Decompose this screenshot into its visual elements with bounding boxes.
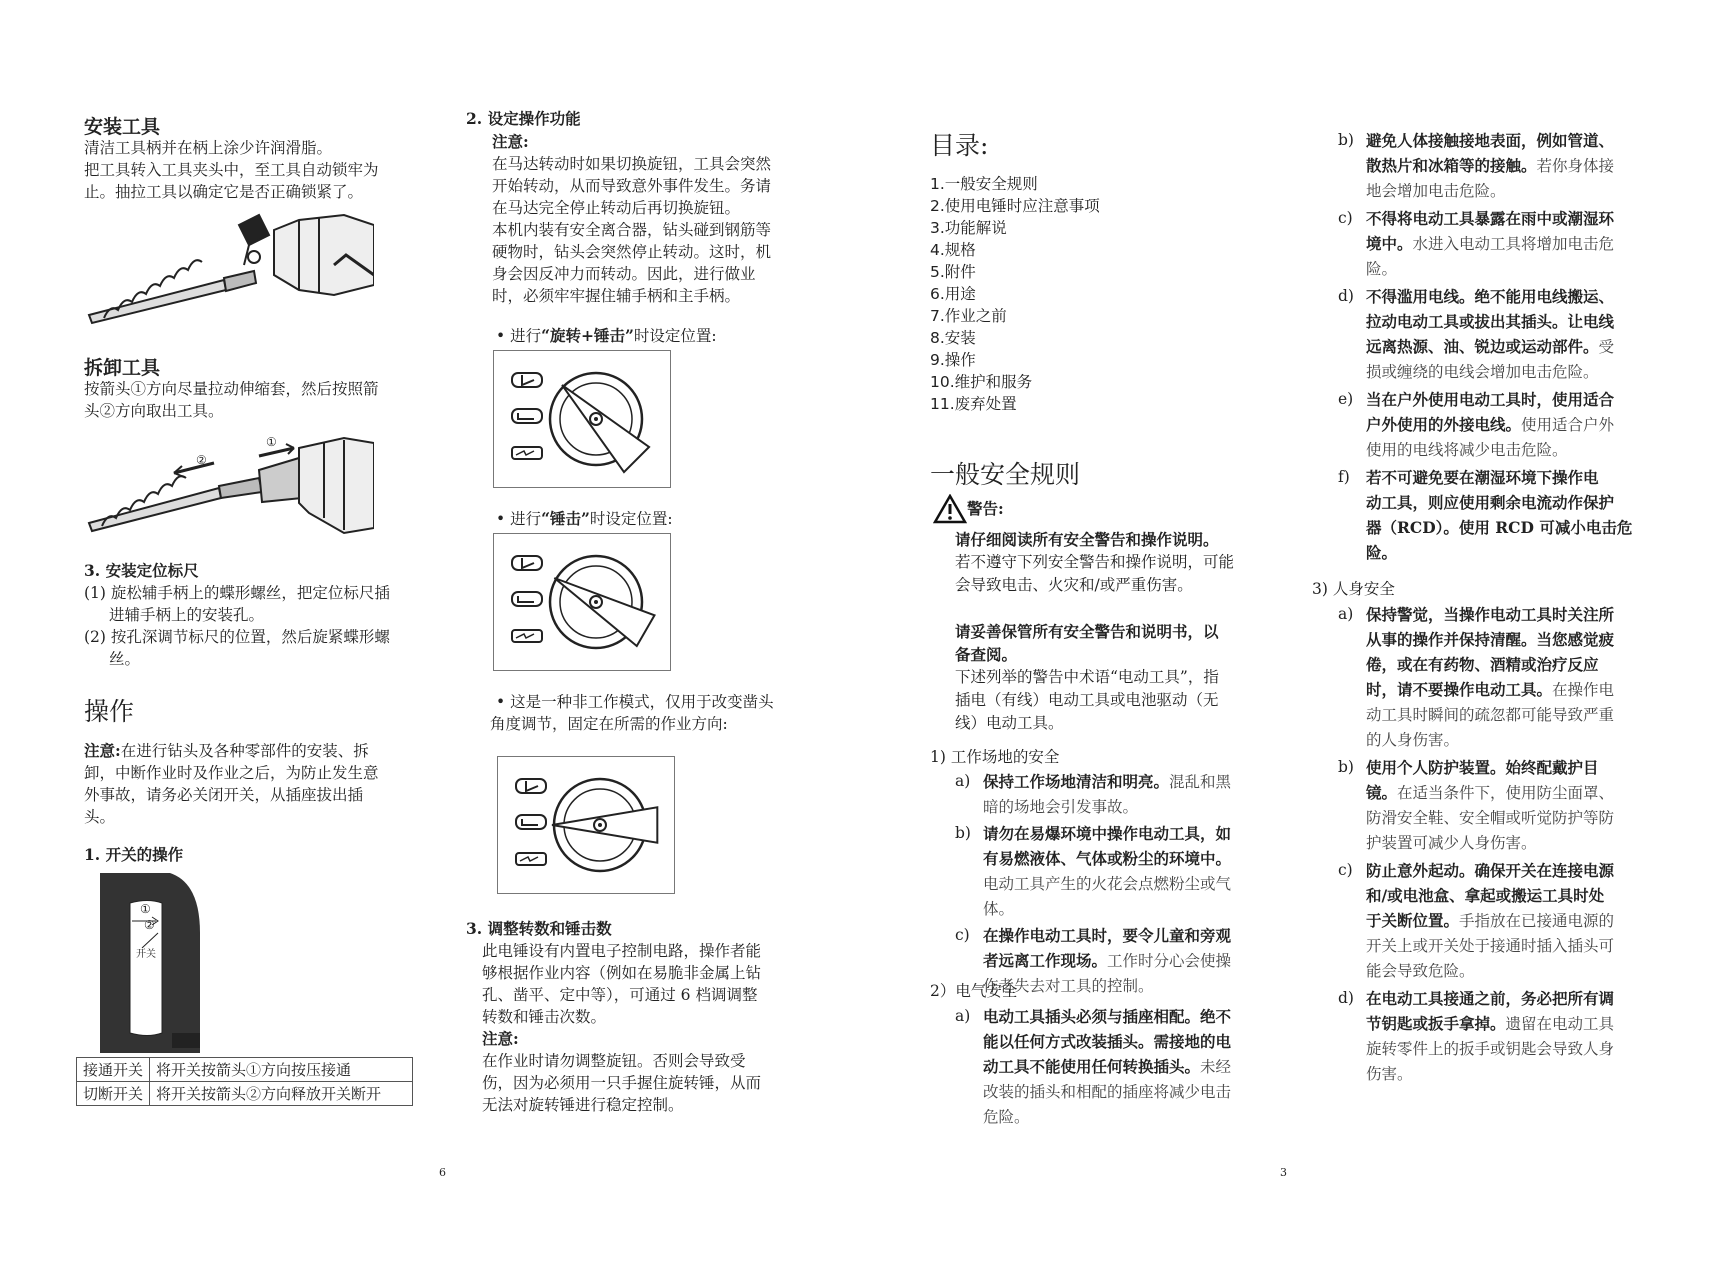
bold-text: 防止意外起动。确保开关在连接电源 <box>1366 861 1615 880</box>
bold-text: 器（RCD）。使用 RCD 可减小电击危 <box>1366 518 1633 537</box>
list-item-line <box>1366 652 1599 678</box>
hammer-mode-icon <box>518 596 534 602</box>
notice-line: 在作业时请勿调整旋钮。否则会导致受 <box>482 1052 746 1070</box>
caption-post: 时设定位置: <box>589 510 673 528</box>
rotation-hammer-mode-icon <box>522 375 534 385</box>
adjust-text <box>482 940 761 1116</box>
plain-text: 在适当条件下，使用防尘面罩、 <box>1397 784 1615 802</box>
plain-text: 改装的插头和相配的插座将减少电击 <box>983 1083 1232 1101</box>
list-marker: b) <box>955 824 971 842</box>
bold-text: 节钥匙或扳手拿掉。 <box>1366 1014 1506 1033</box>
plain-text: 受 <box>1598 338 1615 356</box>
list-marker: c) <box>1338 861 1353 879</box>
arrow-label-2: ② <box>196 453 207 467</box>
warning-line: 请仔细阅读所有安全警告和操作说明。 <box>955 530 1219 549</box>
plain-text: 电动工具产生的火花会点燃粉尘或气 <box>983 875 1232 893</box>
bold-text: 若不可避免要在潮湿环境下操作电 <box>1366 468 1599 487</box>
warning-line: 若不遵守下列安全警告和操作说明，可能 <box>955 553 1235 571</box>
list-item-line <box>1366 883 1604 909</box>
bold-text: 保持工作场地清洁和明亮。 <box>983 772 1170 791</box>
notice-line: 在进行钻头及各种零部件的安装、拆 <box>120 742 369 760</box>
dial-figure-neutral <box>497 756 675 894</box>
toc-item: 1.一般安全规则 <box>930 175 1038 193</box>
ruler-title: 3. 安装定位标尺 <box>84 561 199 580</box>
list-item-line <box>1366 805 1614 831</box>
warning-line: 请妥善保管所有安全警告和说明书，以 <box>955 622 1219 641</box>
notice-line: 头。 <box>84 808 116 826</box>
toc-item: 6.用途 <box>930 285 976 303</box>
install-text <box>84 137 379 203</box>
plain-text: 使用的电线将减少电击危险。 <box>1366 441 1568 459</box>
hammer-mode-icon <box>512 409 542 423</box>
list-item-line <box>983 923 1231 949</box>
plain-text: 危险。 <box>983 1108 1030 1126</box>
plain-text: 能会导致危险。 <box>1366 962 1475 980</box>
plain-text: 的人身伤害。 <box>1366 731 1460 749</box>
caption-post: 时设定位置: <box>633 327 717 345</box>
notice-label: 注意: <box>492 132 529 151</box>
list-item-line <box>983 948 1231 974</box>
list-item-line <box>1366 858 1614 884</box>
dial-figure-hammer <box>493 533 671 671</box>
list-item-line <box>1366 602 1614 628</box>
page-number-right: 3 <box>1280 1166 1287 1179</box>
plain-text: 开关上或开关处于接通时插入插头可 <box>1366 937 1615 955</box>
operation-title: 操作 <box>84 697 135 726</box>
switch-illustration <box>100 873 200 1053</box>
selector-dial <box>494 351 670 487</box>
list-marker: c) <box>1338 209 1353 227</box>
list-item-line <box>1366 515 1632 541</box>
table-cell: 将开关按箭头②方向释放开关断开 <box>150 1082 413 1106</box>
page-number-left: 6 <box>439 1166 446 1179</box>
ruler-line: (1) 旋松辅手柄上的蝶形螺丝，把定位标尺插 <box>84 584 390 602</box>
list-item-line <box>983 1054 1231 1080</box>
plain-text: 混乱和黑 <box>1169 773 1232 791</box>
plain-text: 护装置可减少人身伤害。 <box>1366 834 1537 852</box>
section-title: 1) 工作场地的安全 <box>930 748 1060 766</box>
chisel-adjust-mode-icon <box>512 447 542 459</box>
list-item-line <box>1366 702 1614 728</box>
list-item-line <box>1366 256 1397 282</box>
caption-key: “旋转+锤击” <box>541 326 634 345</box>
bold-text: 请勿在易爆环境中操作电动工具，如 <box>983 824 1232 843</box>
list-item-line <box>1366 309 1614 335</box>
list-item-line <box>1366 128 1614 154</box>
install-title: 安装工具 <box>84 116 161 138</box>
arrow-label-1: ① <box>266 435 277 449</box>
list-item-line <box>1366 677 1614 703</box>
bold-text: 避免人体接触接地表面，例如管道、 <box>1366 131 1615 150</box>
bold-text: 从事的操作并保持清醒。当您感觉疲 <box>1366 630 1615 649</box>
install-tool-illustration <box>84 205 374 330</box>
bold-text: 于关断位置。 <box>1366 911 1460 930</box>
list-marker: c) <box>955 926 970 944</box>
plain-text: 若你身体接 <box>1536 157 1615 175</box>
hammer-mode-icon <box>522 819 538 825</box>
rotation-hammer-mode-icon <box>516 779 546 793</box>
list-item-line <box>983 794 1138 820</box>
dial-figure-rotary-hammer <box>493 350 671 488</box>
list-marker: b) <box>1338 131 1354 149</box>
notice-line: 伤，因为必须用一只手握住旋转锤，从而 <box>482 1074 762 1092</box>
bold-text: 动工具，则应使用剩余电流动作保护 <box>1366 493 1615 512</box>
list-item-line <box>1366 437 1568 463</box>
plain-text: 险。 <box>1366 260 1398 278</box>
list-item-line <box>1366 908 1614 934</box>
notice-line: 身会因反冲力而转动。因此，进行做业 <box>492 265 756 283</box>
list-item-line <box>983 1029 1231 1055</box>
list-item-line <box>983 896 1014 922</box>
bold-text: 动工具不能使用任何转换插头。 <box>983 1057 1201 1076</box>
bold-text: 能以任何方式改装插头。需接地的电 <box>983 1032 1232 1051</box>
list-item-line <box>983 1104 1030 1130</box>
remove-tool-illustration <box>84 418 374 538</box>
install-line: 把工具转入工具夹头中，至工具自动锁牢为 <box>84 161 379 179</box>
warning-line: 线）电动工具。 <box>955 714 1064 732</box>
warning-line: 备查阅。 <box>955 645 1018 664</box>
switch-table <box>76 1057 413 1106</box>
bold-text: 险。 <box>1366 543 1398 562</box>
list-item-line <box>1366 780 1614 806</box>
list-marker: f) <box>1338 468 1350 486</box>
adjust-line: 转数和锤击次数。 <box>482 1008 607 1026</box>
plain-text: 旋转零件上的扳手或钥匙会导致人身 <box>1366 1040 1615 1058</box>
list-item-line <box>983 846 1231 872</box>
plain-text: 地会增加电击危险。 <box>1366 182 1506 200</box>
ruler-line: 进辅手柄上的安装孔。 <box>109 606 265 624</box>
bold-text: 者远离工作现场。 <box>983 951 1108 970</box>
mode-neutral-caption <box>490 691 774 735</box>
bold-text: 镜。 <box>1366 783 1398 802</box>
bold-text: 远离热源、油、锐边或运动部件。 <box>1366 337 1599 356</box>
switch-label-2: ② <box>144 918 155 932</box>
table-row <box>77 1058 413 1082</box>
switch-label-text: 开关 <box>136 949 156 960</box>
mode-rotary-hammer-caption <box>496 325 717 347</box>
set-function-notice <box>492 131 771 307</box>
set-function-title: 2. 设定操作功能 <box>466 109 581 128</box>
notice-line: 在马达完全停止转动后再切换旋钮。 <box>492 199 741 217</box>
bold-text: 使用个人防护装置。始终配戴护目 <box>1366 758 1599 777</box>
plain-text: 遗留在电动工具 <box>1505 1015 1615 1033</box>
remove-line: 头②方向取出工具。 <box>84 402 224 420</box>
list-item-line <box>983 769 1231 795</box>
dial-center-dot <box>594 600 598 604</box>
bold-text: 倦，或在有药物、酒精或治疗反应 <box>1366 655 1599 674</box>
list-item-line <box>1366 1061 1413 1087</box>
chisel-adjust-mode-icon <box>512 630 542 642</box>
dial-center-dot <box>598 823 602 827</box>
notice-label: 注意: <box>84 741 121 760</box>
toc-item: 8.安装 <box>930 329 976 347</box>
list-item-line <box>1366 1036 1614 1062</box>
bold-text: 和/或电池盒、拿起或搬运工具时处 <box>1366 886 1605 905</box>
plain-text: 损或缠绕的电线会增加电击危险。 <box>1366 363 1599 381</box>
list-marker: b) <box>1338 758 1354 776</box>
list-item-line <box>1366 153 1614 179</box>
bold-text: 有易燃液体、气体或粉尘的环境中。 <box>983 849 1232 868</box>
list-item-line <box>983 1079 1231 1105</box>
toc-item: 11.废弃处置 <box>930 395 1017 413</box>
notice-line: 时，必须牢牢握住辅手柄和主手柄。 <box>492 287 741 305</box>
plain-text: 未经 <box>1200 1058 1232 1076</box>
list-item-line <box>1366 490 1614 516</box>
list-marker: a) <box>955 772 971 790</box>
adjust-line: 够根据作业内容（例如在易脆非金属上钻 <box>482 964 762 982</box>
list-marker: d) <box>1338 989 1354 1007</box>
selector-dial <box>498 757 674 893</box>
plain-text: 伤害。 <box>1366 1065 1413 1083</box>
list-item-line <box>983 821 1231 847</box>
chisel-adjust-mode-icon <box>520 857 538 861</box>
warning-line: 插电（有线）电动工具或电池驱动（无 <box>955 691 1219 709</box>
list-item-line <box>1366 359 1599 385</box>
remove-line: 按箭头①方向尽量拉动伸缩套，然后按照箭 <box>84 380 379 398</box>
notice-line: 本机内装有安全离合器，钻头碰到钢筋等 <box>492 221 772 239</box>
plain-text: 在操作电 <box>1552 681 1615 699</box>
list-item-line <box>1366 178 1506 204</box>
list-item-line <box>1366 958 1475 984</box>
plain-text: 体。 <box>983 900 1015 918</box>
bold-text: 当在户外使用电动工具时，使用适合 <box>1366 390 1615 409</box>
warning-text <box>955 528 1234 735</box>
bold-text: 境中。 <box>1366 234 1413 253</box>
toc-item: 10.维护和服务 <box>930 373 1033 391</box>
list-item-line <box>1366 627 1614 653</box>
list-marker: a) <box>1338 605 1354 623</box>
list-marker: d) <box>1338 287 1354 305</box>
list-item-line <box>1366 465 1599 491</box>
list-item-line <box>1366 1011 1614 1037</box>
adjust-title: 3. 调整转数和锤击数 <box>466 919 612 938</box>
list-item-line <box>1366 933 1614 959</box>
safety-title: 一般安全规则 <box>930 460 1081 489</box>
chisel-adjust-mode-icon <box>516 451 534 455</box>
adjust-line: 孔、凿平、定中等），可通过 6 档调调整 <box>482 986 758 1004</box>
install-line: 清洁工具柄并在柄上涂少许润滑脂。 <box>84 139 333 157</box>
switch-label-1: ① <box>140 902 151 916</box>
switch-title: 1. 开关的操作 <box>84 845 184 864</box>
list-item-line <box>1366 986 1614 1012</box>
table-cell: 接通开关 <box>77 1058 150 1082</box>
list-item-line <box>1366 830 1537 856</box>
dial-center-dot <box>594 417 598 421</box>
table-cell: 将开关按箭头①方向按压接通 <box>150 1058 413 1082</box>
plain-text: 水进入电动工具将增加电击危 <box>1412 235 1615 253</box>
selector-dial <box>494 534 670 670</box>
caption-line: 角度调节，固定在所需的作业方向: <box>490 715 728 733</box>
chisel-adjust-mode-icon <box>516 634 534 638</box>
mode-hammer-caption <box>496 508 673 530</box>
list-item-line <box>1366 412 1614 438</box>
plain-text: 防滑安全鞋、安全帽或听觉防护等防 <box>1366 809 1615 827</box>
warning-heading <box>933 494 1004 524</box>
notice-line: 开始转动，从而导致意外事件发生。务请 <box>492 177 772 195</box>
adjust-line: 此电锤设有内置电子控制电路，操作者能 <box>482 942 762 960</box>
notice-line: 硬物时，钻头会突然停止转动。这时，机 <box>492 243 772 261</box>
warning-line: 会导致电击、火灾和/或严重伤害。 <box>955 576 1193 594</box>
ruler-line: 丝。 <box>109 650 141 668</box>
list-item-line <box>983 871 1231 897</box>
bold-text: 电动工具插头必须与插座相配。绝不 <box>983 1007 1232 1026</box>
remove-title: 拆卸工具 <box>84 357 161 379</box>
list-item-line <box>1366 334 1614 360</box>
list-item-line <box>1366 755 1599 781</box>
ruler-line: (2) 按孔深调节标尺的位置，然后旋紧蝶形螺 <box>84 628 390 646</box>
notice-line: 外事故，请务必关闭开关，从插座拔出插 <box>84 786 364 804</box>
caption-key: “锤击” <box>541 509 590 528</box>
list-item-line <box>1366 284 1614 310</box>
bold-text: 拉动电动工具或拔出其插头。让电线 <box>1366 312 1615 331</box>
plain-text: 使用适合户外 <box>1521 416 1615 434</box>
bold-text: 在操作电动工具时，要令儿童和旁观 <box>983 926 1232 945</box>
caption-pre: • 进行 <box>496 327 542 345</box>
list-marker: a) <box>955 1007 971 1025</box>
section-title: 2）电气安全 <box>930 982 1018 1000</box>
hammer-mode-icon <box>518 413 534 419</box>
rotation-hammer-mode-icon <box>512 373 542 387</box>
bold-text: 不得滥用电线。绝不能用电线搬运、 <box>1366 287 1615 306</box>
operation-notice <box>84 740 419 828</box>
notice-line: 卸，中断作业时及作业之后，为防止发生意 <box>84 764 379 782</box>
warning-triangle-icon <box>933 494 967 524</box>
caption-line: • 这是一种非工作模式，仅用于改变凿头 <box>496 693 774 711</box>
list-item-line <box>983 1004 1231 1030</box>
toc-title: 目录: <box>930 131 989 160</box>
ruler-text <box>84 582 390 670</box>
remove-text <box>84 378 379 422</box>
list-marker: e) <box>1338 390 1354 408</box>
toc-list <box>930 173 1100 415</box>
plain-text: 暗的场地会引发事故。 <box>983 798 1139 816</box>
rotation-hammer-mode-icon <box>512 556 542 570</box>
bold-text: 不得将电动工具暴露在雨中或潮湿环 <box>1366 209 1615 228</box>
toc-item: 2.使用电锤时应注意事项 <box>930 197 1100 215</box>
toc-item: 7.作业之前 <box>930 307 1007 325</box>
list-item-line <box>1366 206 1614 232</box>
list-item-line <box>1366 387 1614 413</box>
hammer-mode-icon <box>512 592 542 606</box>
bold-text: 散热片和冰箱等的接触。 <box>1366 156 1537 175</box>
section-title: 3) 人身安全 <box>1312 580 1395 598</box>
plain-text: 作者失去对工具的控制。 <box>983 977 1154 995</box>
list-item-line <box>1366 231 1614 257</box>
list-item-line <box>1366 727 1459 753</box>
rotation-hammer-mode-icon <box>526 781 538 791</box>
rotation-hammer-mode-icon <box>522 558 534 568</box>
toc-item: 9.操作 <box>930 351 976 369</box>
caption-pre: • 进行 <box>496 510 542 528</box>
plain-text: 工作时分心会使操 <box>1107 952 1232 970</box>
bold-text: 户外使用的外接电线。 <box>1366 415 1522 434</box>
notice-line: 无法对旋转锤进行稳定控制。 <box>482 1096 684 1114</box>
list-item-line <box>1366 540 1397 566</box>
chisel-adjust-mode-icon <box>516 853 546 865</box>
toc-item: 4.规格 <box>930 241 976 259</box>
warning-label: 警告: <box>967 499 1004 518</box>
hammer-mode-icon <box>516 815 546 829</box>
install-line: 止。抽拉工具以确定它是否正确锁紧了。 <box>84 183 364 201</box>
bold-text: 时，请不要操作电动工具。 <box>1366 680 1553 699</box>
notice-label: 注意: <box>482 1029 519 1048</box>
plain-text: 动工具时瞬间的疏忽都可能导致严重 <box>1366 706 1615 724</box>
bold-text: 保持警觉，当操作电动工具时关注所 <box>1366 605 1615 624</box>
bold-text: 在电动工具接通之前，务必把所有调 <box>1366 989 1615 1008</box>
table-row <box>77 1082 413 1106</box>
table-cell: 切断开关 <box>77 1082 150 1106</box>
toc-item: 3.功能解说 <box>930 219 1007 237</box>
notice-line: 在马达转动时如果切换旋钮，工具会突然 <box>492 155 772 173</box>
warning-line: 下述列举的警告中术语“电动工具”，指 <box>955 668 1219 686</box>
toc-item: 5.附件 <box>930 263 976 281</box>
plain-text: 手指放在已接通电源的 <box>1459 912 1615 930</box>
